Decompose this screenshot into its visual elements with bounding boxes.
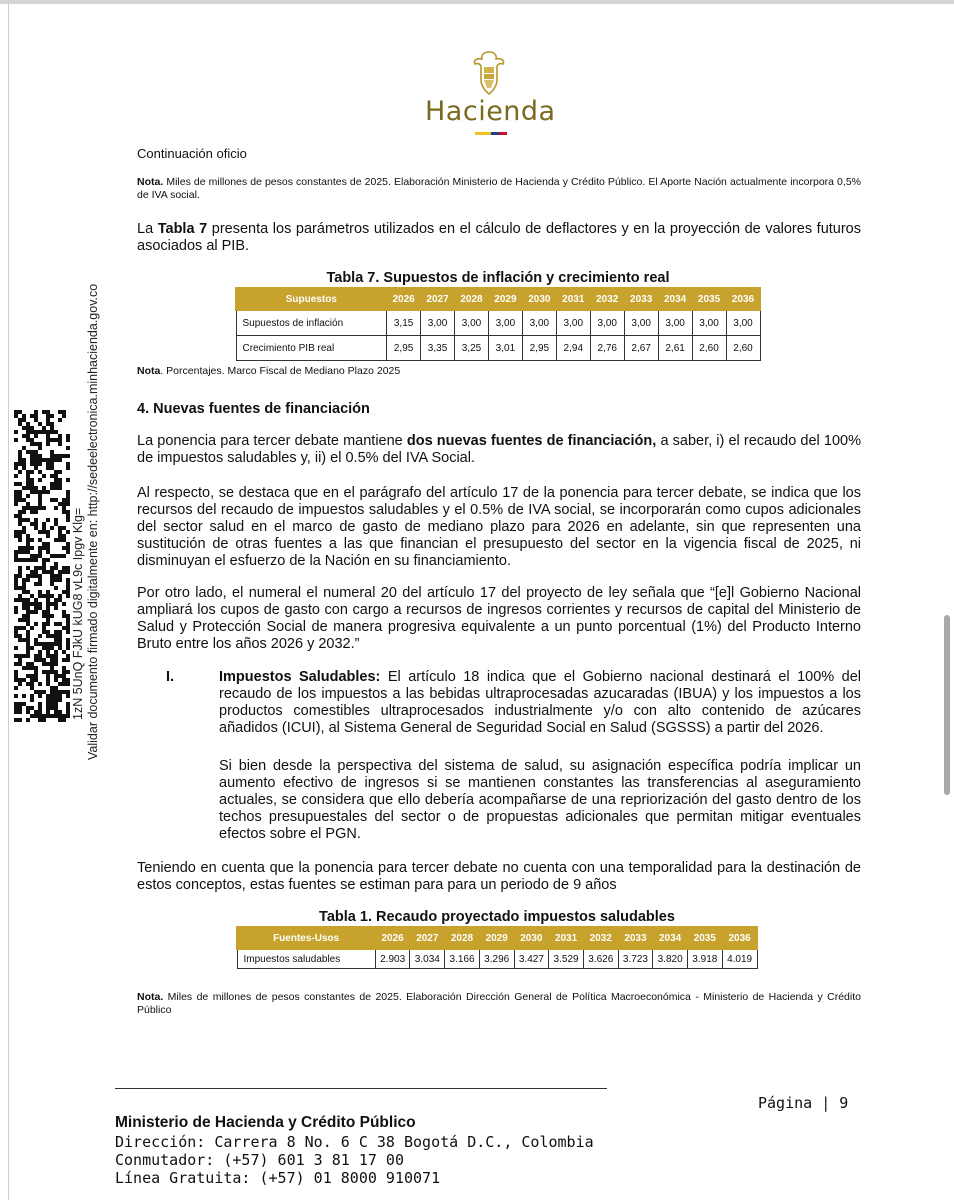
p1-pre: La ponencia para tercer debate mantiene — [137, 433, 407, 449]
table-7-cell: 2,95 — [387, 336, 421, 361]
table-7-cell: 3,00 — [522, 310, 556, 336]
table-7-cell: 2,60 — [726, 336, 760, 361]
table-7 — [235, 287, 761, 361]
table-1-cell: Impuestos saludables — [237, 949, 375, 969]
coat-of-arms-icon — [469, 50, 509, 96]
table-1-col-2031: 2031 — [549, 927, 584, 949]
table-7-cell: 2,95 — [522, 336, 556, 361]
hacienda-logo — [425, 50, 555, 155]
note-1-text: Miles de millones de pesos constantes de 2025. Elaboración Ministerio de Hacienda y Crédito Público. El Aporte Nación actualmente incorpora 0,5% de IVA social. — [137, 176, 861, 201]
table-7-cell: 3,00 — [421, 310, 455, 336]
table-7-note-label: Nota — [137, 365, 161, 377]
table-1-title-bold: Tabla 1 — [319, 909, 368, 925]
table-1-title — [236, 909, 758, 925]
table-7-title: Tabla 7. Supuestos de inflación y crecimiento real — [326, 270, 670, 286]
item-text: El artículo 18 indica que el Gobierno nacional destinará el 100% del recaudo de los impuestos a las bebidas ultraprocesadas azucaradas (IBUA) y los impuestos a los productos comestibles ultraprocesados industrialmente y/o con alto contenido de azúcares añadidos (ICUI), al Sistema General de Seguridad Social en Salud (SGSSS) a partir del 2026. — [219, 669, 861, 736]
scrollbar-thumb[interactable] — [944, 615, 950, 795]
table-1-col-2028: 2028 — [445, 927, 480, 949]
table-7-cell: 3,00 — [726, 310, 760, 336]
intro-pre: La — [137, 221, 158, 237]
item-paragraph-2: Si bien desde la perspectiva del sistema de salud, su asignación específica podría implicar un aumento efectivo de ingresos si se mantienen constantes las transferencias al aseguramiento actuales, se considera que ello debería acompañarse de una repriorización del gasto dentro de los techos presupuestales del sector o de propuestas adicionales que permitan mitigar eventuales efectos sobre el PGN. — [219, 758, 861, 842]
qr-code — [14, 410, 70, 722]
footer-ministry: Ministerio de Hacienda y Crédito Público — [115, 1114, 416, 1131]
table-1-cell: 3.723 — [618, 949, 653, 969]
footer-address: Dirección: Carrera 8 No. 6 C 38 Bogotá D.C., Colombia — [115, 1133, 594, 1151]
table-1-note-text: Miles de millones de pesos constantes de 2025. Elaboración Dirección General de Política Macroeconómica - Ministerio de Hacienda y Crédito Público — [137, 991, 861, 1016]
item-bold: Impuestos Saludables: — [219, 669, 381, 685]
table-1-cell: 3.918 — [687, 949, 722, 969]
table-1-cell: 3.626 — [583, 949, 618, 969]
flag-stripe — [475, 132, 507, 135]
table-1-col-2030: 2030 — [514, 927, 549, 949]
note-1-label: Nota. — [137, 176, 164, 188]
table-1-col-2029: 2029 — [479, 927, 514, 949]
table-7-cell: 3,15 — [387, 310, 421, 336]
table-7-cell: Supuestos de inflación — [236, 310, 387, 336]
document-code: 1zN 5UnQ FJkU kUG8 vL9c Ipgv Klg= — [71, 507, 85, 720]
table-7-cell: 3,00 — [488, 310, 522, 336]
item-marker: I. — [166, 669, 175, 685]
footer-divider — [115, 1088, 607, 1089]
table-7-cell: 3,25 — [455, 336, 489, 361]
table-7-cell: 3,00 — [692, 310, 726, 336]
table-1-col-2027: 2027 — [410, 927, 445, 949]
table-7-header — [236, 288, 760, 310]
section-4-paragraph-2: Al respecto, se destaca que en el parágrafo del artículo 17 de la ponencia para tercer debate, se indica que los recursos del recaudo de impuestos saludables y el 0.5% de IVA social, se incorporarán como cupos adicionales del sector salud en el marco de gasto de mediano plazo para 2026 en adelante, sin que representen una sustitución de otras fuentes a las que financian el presupuesto del sector en la vigencia fiscal de 2025, ni disminuyan el esfuerzo de la Nación en su financiamiento. — [137, 485, 861, 569]
table-1-cell: 3.166 — [445, 949, 480, 969]
table-7-col-2031: 2031 — [556, 288, 590, 310]
section-4-heading: 4. Nuevas fuentes de financiación — [137, 401, 370, 417]
page-top-border — [0, 0, 954, 4]
table-7-col-2034: 2034 — [658, 288, 692, 310]
table-7-col-2032: 2032 — [590, 288, 624, 310]
table-7-cell: 2,76 — [590, 336, 624, 361]
intro-paragraph — [137, 221, 861, 255]
section-4-paragraph-1 — [137, 433, 861, 467]
table-7-cell: 2,67 — [624, 336, 658, 361]
table-7-cell: 3,01 — [488, 336, 522, 361]
table-1-col-2034: 2034 — [653, 927, 688, 949]
intro-post: presenta los parámetros utilizados en el cálculo de deflactores y en la proyección de valores futuros asociados al PIB. — [137, 221, 861, 254]
table-7-cell: 3,00 — [624, 310, 658, 336]
table-1-cell: 3.034 — [410, 949, 445, 969]
table-1-cell: 3.820 — [653, 949, 688, 969]
item-impuestos-saludables — [219, 669, 861, 737]
table-7-col-2030: 2030 — [522, 288, 556, 310]
table-1-cell: 3.296 — [479, 949, 514, 969]
table-7-cell: Crecimiento PIB real — [236, 336, 387, 361]
table-1-cell: 4.019 — [722, 949, 757, 969]
table-1-note — [137, 991, 861, 1017]
table-7-col-label: Supuestos — [236, 288, 387, 310]
table-7-cell: 2,61 — [658, 336, 692, 361]
table-1-col-2033: 2033 — [618, 927, 653, 949]
note-1 — [137, 176, 861, 202]
table-1-note-label: Nota. — [137, 991, 164, 1003]
page-left-border — [8, 0, 9, 1200]
table-7-col-2027: 2027 — [421, 288, 455, 310]
validation-url[interactable]: Validar documento firmado digitalmente en: http://sedeelectronica.minhacienda.gov.co — [86, 283, 100, 760]
hacienda-wordmark: Hacienda — [425, 96, 556, 127]
table-1 — [236, 926, 758, 969]
table-7-cell: 3,00 — [590, 310, 624, 336]
table-7-col-2036: 2036 — [726, 288, 760, 310]
p1-bold: dos nuevas fuentes de financiación, — [406, 433, 657, 449]
table-7-cell: 2,60 — [692, 336, 726, 361]
table-1-col-2036: 2036 — [722, 927, 757, 949]
table-7-note — [137, 365, 861, 378]
table-1-header — [237, 927, 757, 949]
table-1-cell: 2.903 — [375, 949, 410, 969]
table-1-col-2026: 2026 — [375, 927, 410, 949]
footer-phone: Conmutador: (+57) 601 3 81 17 00 — [115, 1151, 404, 1169]
p1-post: a saber, i) el recaudo del 100% de impuestos saludables y, ii) el 0.5% del IVA Social. — [137, 433, 861, 466]
table-7-col-2028: 2028 — [455, 288, 489, 310]
table-1-col-2032: 2032 — [583, 927, 618, 949]
footer-toll-free: Línea Gratuita: (+57) 01 8000 910071 — [115, 1169, 441, 1187]
intro-bold: Tabla 7 — [157, 221, 208, 237]
table-7-col-2029: 2029 — [488, 288, 522, 310]
table-1-title-rest: . Recaudo proyectado impuestos saludables — [367, 909, 675, 925]
table-7-row — [236, 310, 760, 336]
table-1-row — [237, 949, 757, 969]
table-7-note-text: . Porcentajes. Marco Fiscal de Mediano Plazo 2025 — [160, 365, 401, 377]
section-4-paragraph-3: Por otro lado, el numeral el numeral 20 del artículo 17 del proyecto de ley señala que “[e]l Gobierno Nacional ampliará los cupos de gasto con cargo a recursos de ingresos corrientes y recursos de capital del Ministerio de Salud y Protección Social de manera progresiva equivalente a un punto porcentual (1%) del Producto Interno Bruto entre los años 2026 y 2032.” — [137, 585, 861, 652]
table-7-cell: 2,94 — [556, 336, 590, 361]
table-7-col-2035: 2035 — [692, 288, 726, 310]
table-7-row — [236, 336, 760, 361]
table-7-cell: 3,35 — [421, 336, 455, 361]
section-4-paragraph-4: Teniendo en cuenta que la ponencia para tercer debate no cuenta con una temporalidad para la destinación de estos conceptos, estas fuentes se estiman para para un periodo de 9 años — [137, 860, 861, 893]
table-1-col-label: Fuentes-Usos — [237, 927, 375, 949]
table-7-col-2026: 2026 — [387, 288, 421, 310]
continuation-label: Continuación oficio — [137, 146, 247, 161]
table-1-cell: 3.427 — [514, 949, 549, 969]
table-7-cell: 3,00 — [455, 310, 489, 336]
table-7-col-2033: 2033 — [624, 288, 658, 310]
table-7-cell: 3,00 — [658, 310, 692, 336]
table-1-col-2035: 2035 — [687, 927, 722, 949]
page-number: Página | 9 — [758, 1094, 849, 1112]
table-7-cell: 3,00 — [556, 310, 590, 336]
table-1-cell: 3.529 — [549, 949, 584, 969]
